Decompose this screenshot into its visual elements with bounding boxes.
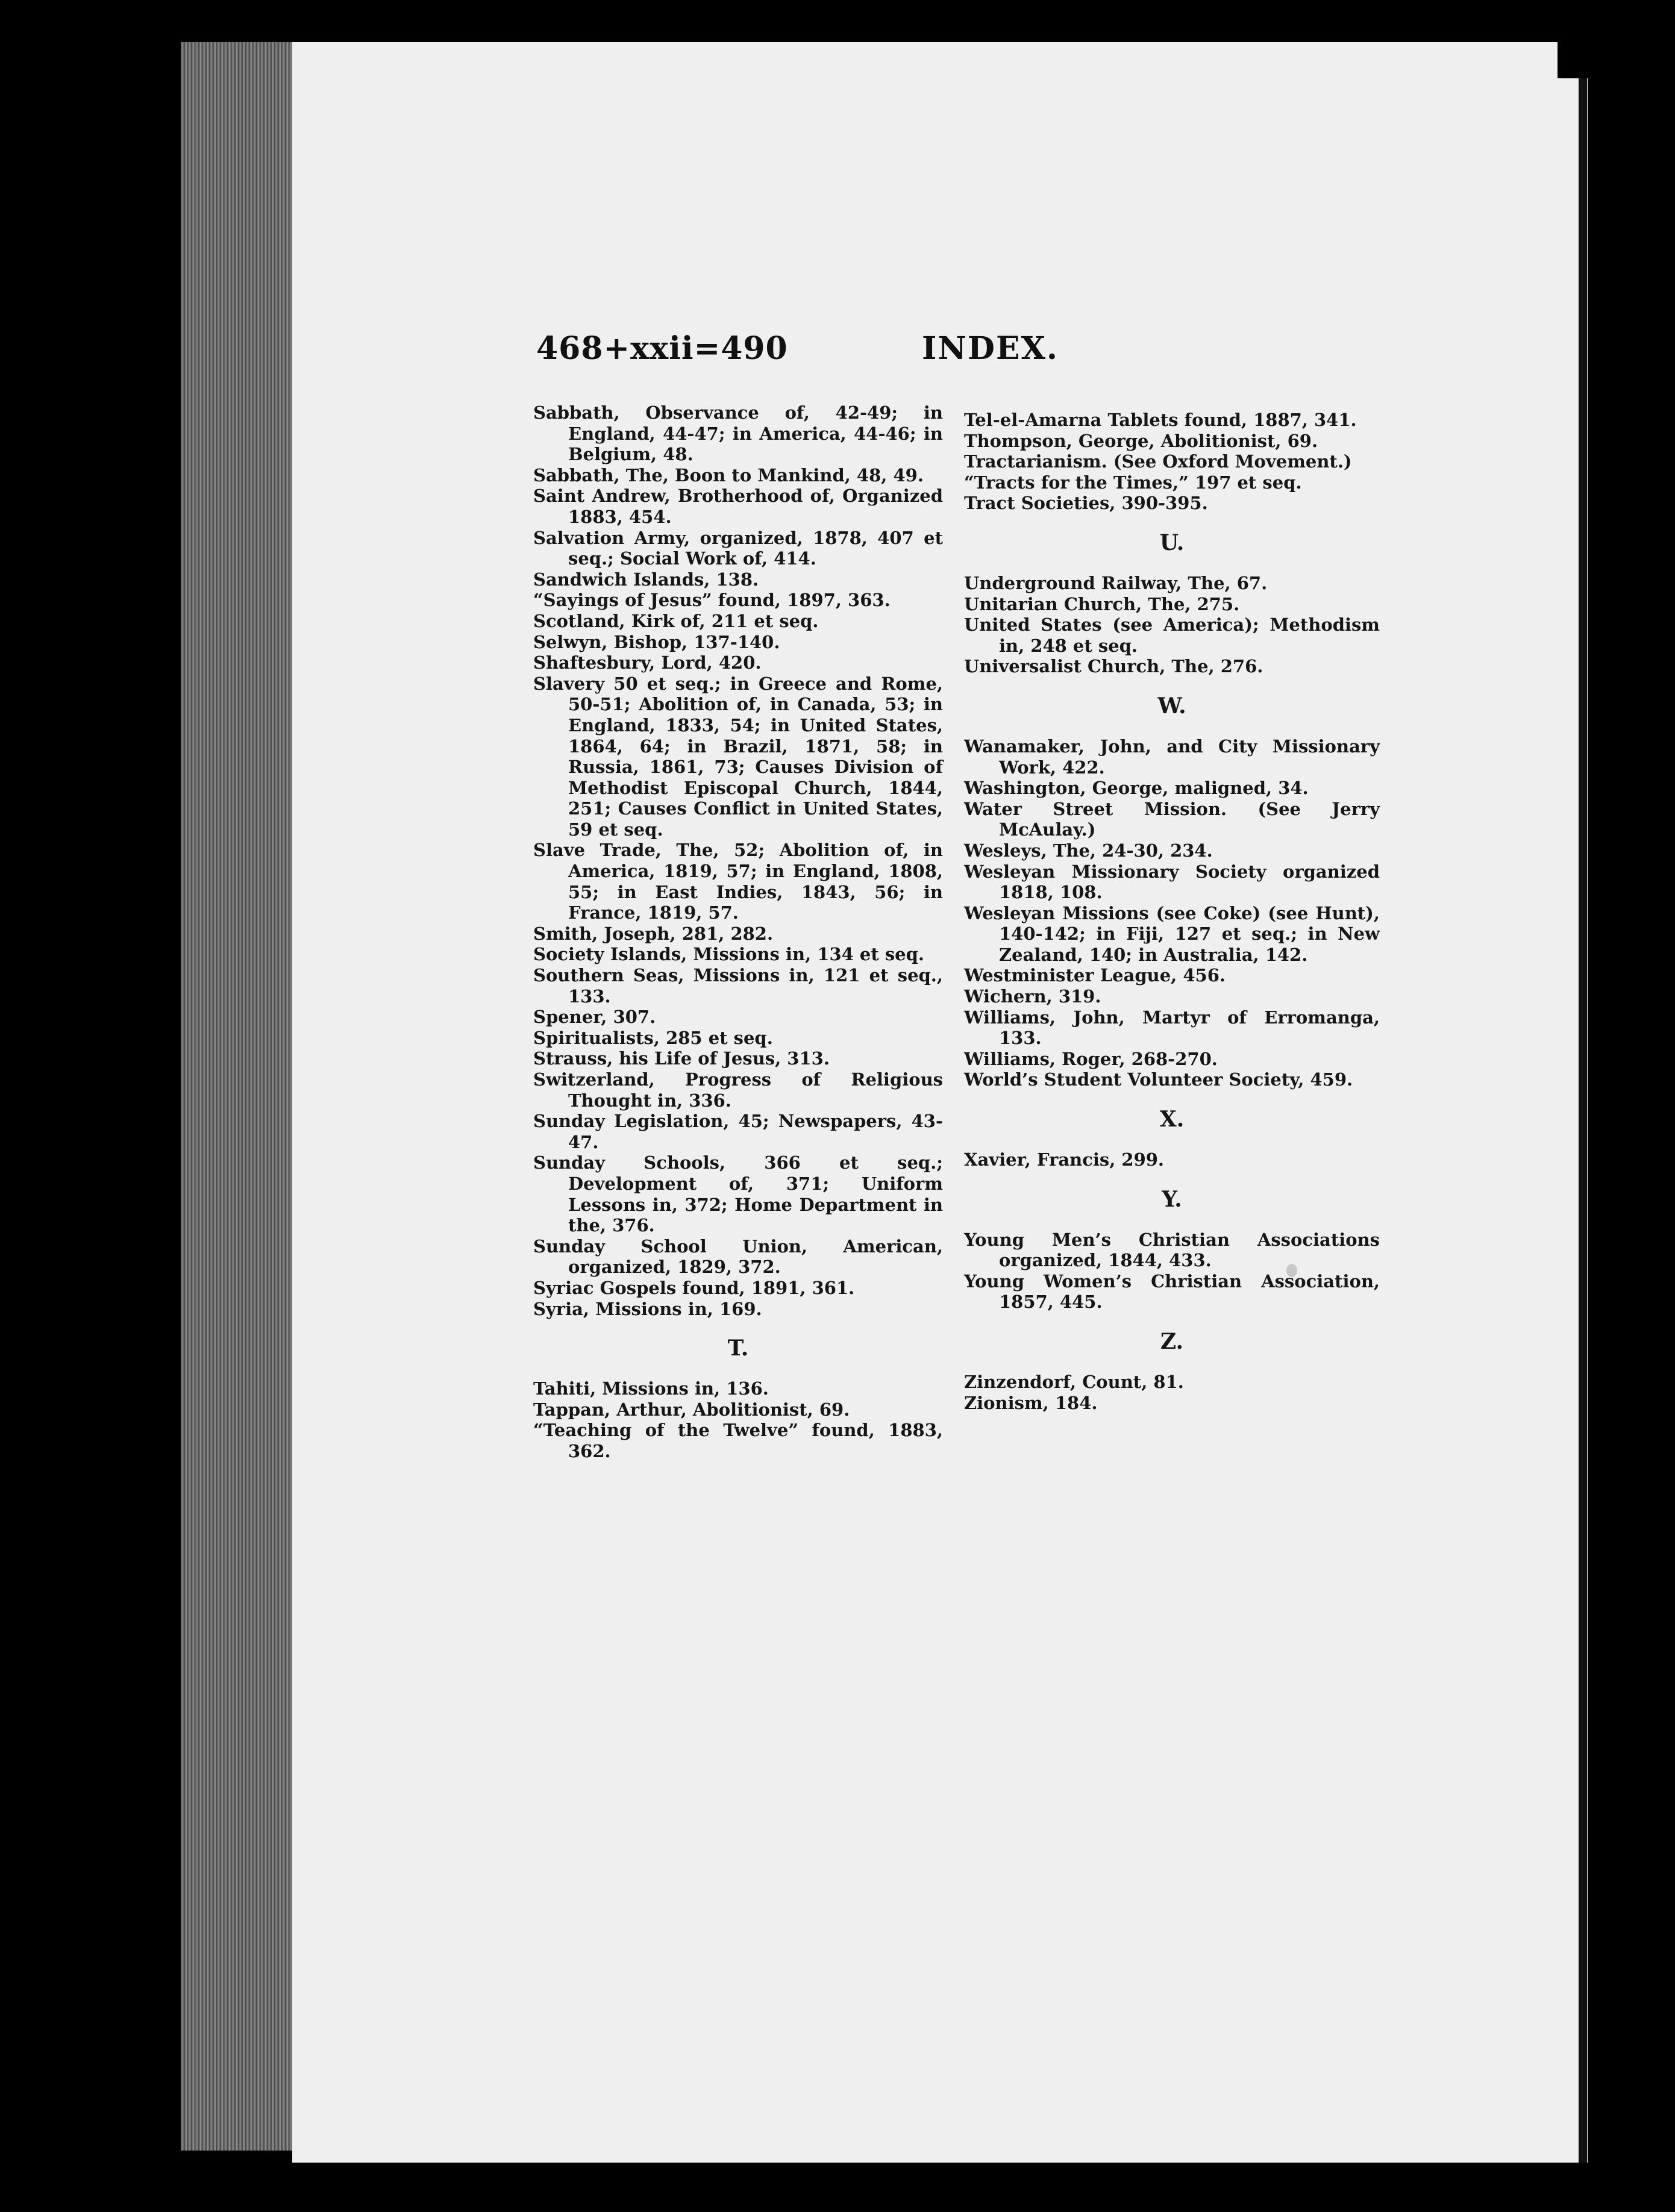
index-entry: Wichern, 319.	[964, 986, 1101, 1007]
index-entry: Underground Railway, The, 67.	[964, 572, 1268, 593]
index-entry: Smith, Joseph, 281, 282.	[533, 923, 774, 944]
index-entry: Shaftesbury, Lord, 420.	[533, 652, 762, 673]
index-entry: Williams, Roger, 268-270.	[964, 1048, 1218, 1069]
index-entry: “Sayings of Jesus” found, 1897, 363.	[533, 590, 891, 611]
index-entry: Spener, 307.	[533, 1007, 656, 1028]
binding-gutter	[1579, 78, 1587, 2163]
index-entry: Wesleyan Missionary Society organized 1818, 108.	[964, 861, 1380, 903]
index-entry: Tractarianism. (See Oxford Movement.)	[964, 451, 1352, 472]
index-entry: Xavier, Francis, 299.	[964, 1149, 1165, 1170]
index-entry: Unitarian Church, The, 275.	[964, 593, 1240, 614]
index-column-left	[533, 402, 943, 1462]
index-entry: Syriac Gospels found, 1891, 361.	[533, 1277, 855, 1298]
index-entry: Sunday School Union, American, organized, 1829, 372.	[533, 1236, 943, 1278]
index-section-letter: W.	[1157, 693, 1186, 719]
index-entry: Tract Societies, 390-395.	[964, 493, 1208, 514]
index-column-right	[964, 410, 1380, 1413]
index-entry: Sunday Schools, 366 et seq.; Development of, 371; Uniform Lessons in, 372; Home Department in the, 376.	[533, 1152, 943, 1236]
index-entry: Westminister League, 456.	[964, 965, 1226, 986]
index-entry: Zionism, 184.	[964, 1392, 1098, 1413]
index-entry: World’s Student Volunteer Society, 459.	[964, 1069, 1353, 1090]
index-entry: “Tracts for the Times,” 197 et seq.	[964, 472, 1302, 493]
index-section-letter: Y.	[1162, 1186, 1182, 1212]
index-section-letter: T.	[727, 1336, 749, 1361]
index-entry: Young Men’s Christian Associations organized, 1844, 433.	[964, 1229, 1380, 1271]
index-entry: Tel-el-Amarna Tablets found, 1887, 341.	[964, 410, 1357, 430]
running-head	[536, 330, 1059, 372]
index-entry: Slavery 50 et seq.; in Greece and Rome, 50-51; Abolition of, in Canada, 53; in England, 1833, 54; in United States, 1864, 64; in Brazil, 1871, 58; in Russia, 1861, 73; Causes Division of Methodist Episcopal Church, 1844, 251; Causes Conflict in United States, 59 et seq.	[533, 673, 943, 840]
index-entry: “Teaching of the Twelve” found, 1883, 362.	[533, 1420, 943, 1461]
index-entry: Wesleyan Missions (see Coke) (see Hunt), 140-142; in Fiji, 127 et seq.; in New Zealand, 140; in Australia, 142.	[964, 902, 1380, 965]
index-entry: Southern Seas, Missions in, 121 et seq., 133.	[533, 965, 943, 1007]
index-entry: Spiritualists, 285 et seq.	[533, 1027, 773, 1048]
index-entry: Washington, George, maligned, 34.	[964, 778, 1309, 799]
index-entry: Saint Andrew, Brotherhood of, Organized 1883, 454.	[533, 486, 943, 527]
index-section-letter: U.	[1159, 530, 1185, 555]
index-entry: Slave Trade, The, 52; Abolition of, in America, 1819, 57; in England, 1808, 55; in East Indies, 1843, 56; in France, 1819, 57.	[533, 840, 943, 923]
index-entry: Switzerland, Progress of Religious Thought in, 336.	[533, 1069, 943, 1111]
index-entry: Syria, Missions in, 169.	[533, 1298, 762, 1319]
index-entry: Sandwich Islands, 138.	[533, 569, 759, 590]
index-entry: Wesleys, The, 24-30, 234.	[964, 840, 1213, 861]
index-entry: Universalist Church, The, 276.	[964, 656, 1263, 677]
index-entry: Selwyn, Bishop, 137-140.	[533, 631, 780, 652]
index-entry: Strauss, his Life of Jesus, 313.	[533, 1048, 830, 1069]
index-section-letter: Z.	[1160, 1329, 1184, 1354]
index-section-letter: X.	[1159, 1107, 1185, 1133]
index-entry: Zinzendorf, Count, 81.	[964, 1372, 1184, 1392]
index-entry: Salvation Army, organized, 1878, 407 et seq.; Social Work of, 414.	[533, 527, 943, 569]
index-entry: Wanamaker, John, and City Missionary Work, 422.	[964, 736, 1380, 778]
index-entry: Sabbath, The, Boon to Mankind, 48, 49.	[533, 464, 924, 486]
index-entry: Scotland, Kirk of, 211 et seq.	[533, 610, 819, 631]
index-entry: United States (see America); Methodism in, 248 et seq.	[964, 614, 1380, 656]
index-entry: Tappan, Arthur, Abolitionist, 69.	[533, 1399, 850, 1420]
page-title: INDEX.	[922, 330, 1059, 367]
index-entry: Society Islands, Missions in, 134 et seq.	[533, 944, 924, 965]
page-number: 468+xxii=490	[536, 330, 788, 367]
index-entry: Water Street Mission. (See Jerry McAulay.)	[964, 798, 1380, 840]
book-page-edges	[181, 42, 295, 2151]
index-entry: Sabbath, Observance of, 42-49; in England, 44-47; in America, 44-46; in Belgium, 48.	[533, 402, 943, 465]
index-entry: Williams, John, Martyr of Erromanga, 133.	[964, 1007, 1380, 1049]
index-entry: Thompson, George, Abolitionist, 69.	[964, 430, 1318, 451]
index-entry: Tahiti, Missions in, 136.	[533, 1378, 769, 1399]
index-entry: Young Women’s Christian Association, 1857, 445.	[964, 1270, 1380, 1313]
index-entry: Sunday Legislation, 45; Newspapers, 43-47.	[533, 1111, 943, 1152]
